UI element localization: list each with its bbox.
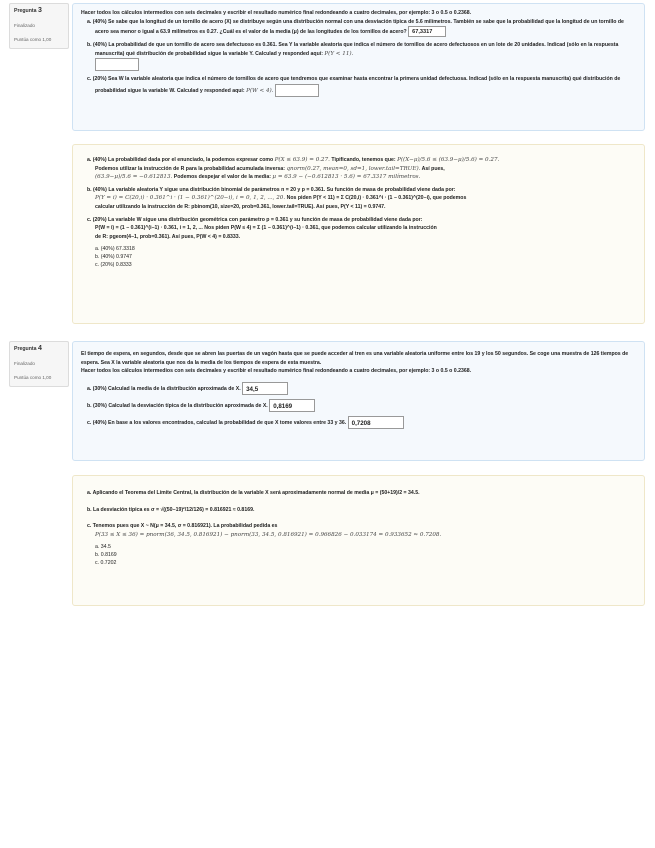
question-4-part-b: b. (30%) Calculad la desviación típica de la distribución aproximada de X. 0,8169 bbox=[81, 399, 636, 412]
question-3-status: Finalizado bbox=[14, 23, 35, 28]
question-4-number: Pregunta 4 bbox=[14, 345, 42, 352]
question-3-feedback bbox=[72, 144, 645, 324]
feedback-3-a: a. (40%) La probabilidad dada por el enunciado, la podemos expresar como P(X ≤ 63.9) = 0.27. Tipificando, tenemos que: P((X−μ)/5.6 ≤ (63.9−μ)/5.6) = 0.27. Podemos utilizar la instrucción de R para la probabilidad acumulada inversa: qnorm(0.27, mean=0, sd=1, lower.tail=TRUE). Así pues, (63.9−μ)/5.6 = −0.612813. Podemos despejar el valor de la media: μ = 63.9 − (−0.612813 · 5.6) = 67.3317 milímetros. bbox=[87, 157, 500, 181]
question-4-part-c: c. (40%) En base a los valores encontrados, calculad la probabilidad de que X tome valores entre 33 y 36. 0,7208 bbox=[81, 416, 636, 429]
question-3-part-b: b. (40%) La probabilidad de que un tornillo de acero sea defectuoso es 0.361. Sea Y la variable aleatoria que indica el número de tornillos de acero defectuosos en un lote de 20 unidades. Indicad (sólo en la respuesta manuscrita) qué distribución de probabilidad sigue la variable Y. Calculad y responded aquí: P(Y < 11). bbox=[81, 41, 636, 71]
question-4-instructions: Hacer todos los cálculos intermedios con seis decimales y escribir el resultado numérico final redondeando a cuatro decimales, por ejemplo: 3 o 0.5 o 0.2368. bbox=[81, 368, 472, 375]
final-3-c: c. (20%) 0.8333 bbox=[95, 262, 132, 269]
question-4-answer-c[interactable]: 0,7208 bbox=[348, 416, 404, 429]
question-4-status: Finalizado bbox=[14, 361, 35, 366]
feedback-3-c: c. (20%) La variable W sigue una distribución geométrica con parámetro p = 0.361 y su función de masa de probabilidad viene dada por: P(W = i) = (1 − 0.361)^(i−1) · 0.361, i = 1, 2, ... Nos piden P(W ≤ 4) = Σ (1 − 0.361)^(i−1) · 0.361, que podemos calcular utilizando la instrucción de R: pgeom(4−1, prob=0.361). Así pues, P(W < 4) = 0.8333. bbox=[87, 216, 437, 240]
question-3-points: Puntúa como 1,00 bbox=[14, 37, 52, 42]
question-3-answer-a[interactable]: 67,3317 bbox=[408, 26, 446, 37]
feedback-4-b: b. La desviación típica es σ = √((50−19)²/12/126) = 0.816921 ≈ 0.8169. bbox=[87, 506, 255, 513]
question-4-part-a: a. (30%) Calculad la media de la distribución aproximada de X. 34,5 bbox=[81, 382, 636, 395]
feedback-3-b: b. (40%) La variable aleatoria Y sigue una distribución binomial de parámetros n = 20 y p = 0.361. Su función de masa de probabilidad viene dada por: P(Y = i) = C(20,i) · 0.361^i · (1 − 0.361)^(20−i), i = 0, 1, 2, ..., 20. Nos piden P(Y < 11) = Σ C(20,i) · 0.361^i · (1 − 0.361)^(20−i), que podemos calcular utilizando la instrucción de R: pbinom(10, size=20, prob=0.361, lower.tail=TRUE). Así pues, P(Y < 11) = 0.9747. bbox=[87, 186, 467, 210]
question-3-answer-c[interactable] bbox=[275, 84, 319, 97]
question-4-points: Puntúa como 1,00 bbox=[14, 375, 52, 380]
question-4-answer-a[interactable]: 34,5 bbox=[242, 382, 288, 395]
final-3-b: b. (40%) 0.9747 bbox=[95, 254, 132, 261]
question-4-feedback bbox=[72, 475, 645, 606]
question-3-part-a: a. (40%) Se sabe que la longitud de un tornillo de acero (X) se distribuye según una distribución normal con una desviación típica de 5.6 milímetros. También se sabe que la probabilidad que la longitud de un tornillo de acero sea menor o igual a 63.9 milímetros es 0.27. ¿Cuál es el valor de la media (μ) de las longitudes de los tornillos de acero? 67,3317 bbox=[87, 18, 624, 36]
final-4-a: a. 34.5 bbox=[95, 544, 111, 551]
final-4-b: b. 0.8169 bbox=[95, 552, 117, 559]
feedback-4-a: a. Aplicando el Teorema del Límite Central, la distribución de la variable X será aproximadamente normal de media μ = (50+19)/2 = 34.5. bbox=[87, 490, 420, 496]
question-3-info bbox=[9, 3, 69, 49]
feedback-4-c: c. Tenemos pues que X ~ N(μ = 34.5, σ = 0.816921). La probabilidad pedida es P(33 ≤ X ≤ 36) = pnorm(36, 34.5, 0.816921) − pnorm(33, 34.5, 0.816921) = 0.966826 − 0.033174 = 0.933652 ≈ 0.7208. bbox=[87, 523, 442, 538]
final-3-a: a. (40%) 67.3318 bbox=[95, 246, 135, 253]
question-4-intro: El tiempo de espera, en segundos, desde que se abren las puertas de un vagón hasta que se puede acceder al tren es una variable aleatoria uniforme entre los 19 y los 50 segundos. Se coge una muestra de 126 tiempos de espera. Sea X la variable aleatoria que nos da la media de los tiempos de espera de esta muestra. bbox=[81, 351, 629, 366]
final-4-c: c. 0.7202 bbox=[95, 560, 117, 567]
question-3-part-c: c. (20%) Sea W la variable aleatoria que indica el número de tornillos de acero que tendremos que examinar hasta encontrar la primera unidad defectuosa. Indicad (sólo en la respuesta manuscrita) qué distribución de probabilidad sigue la variable W. Calculad y responded aquí: P(W < 4). bbox=[81, 75, 636, 97]
question-4-answer-b[interactable]: 0,8169 bbox=[269, 399, 315, 412]
feedback-3-final-answers bbox=[81, 245, 636, 269]
question-3-answer-b[interactable] bbox=[95, 58, 139, 71]
feedback-4-final-answers bbox=[81, 543, 636, 567]
question-4-info bbox=[9, 341, 69, 387]
question-4-content bbox=[72, 341, 645, 461]
question-3-number: Pregunta 3 bbox=[14, 7, 42, 14]
question-3-intro: Hacer todos los cálculos intermedios con seis decimales y escribir el resultado numérico final redondeando a cuatro decimales, por ejemplo: 3 o 0.5 o 0.2368. bbox=[81, 10, 472, 16]
question-3-content bbox=[72, 3, 645, 131]
